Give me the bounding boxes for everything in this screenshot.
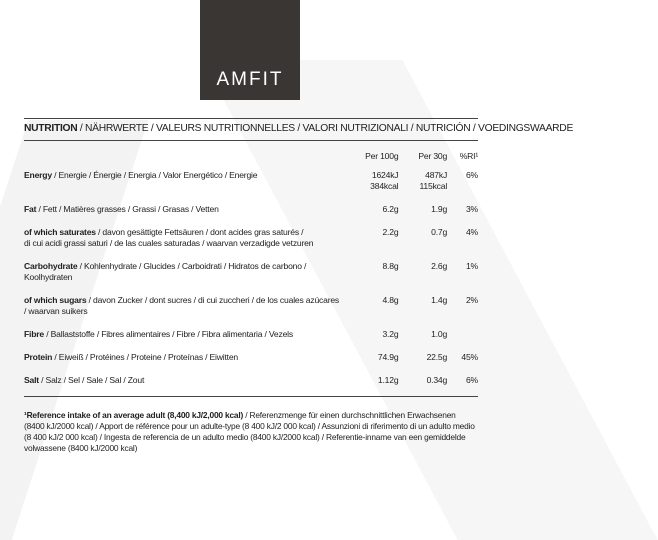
row-label: Salt / Salz / Sel / Sale / Sal / Zout — [24, 375, 145, 385]
header-per30: Per 30g — [418, 151, 448, 161]
row-per30: 0.7g — [431, 227, 448, 237]
table-row — [24, 249, 478, 283]
row-per100: 1624kJ 384kcal — [370, 170, 399, 191]
row-label: of which sugars / davon Zucker / dont sucres / di cui zuccheri / de los cuales azúcares / waarvan suikers — [24, 295, 340, 316]
row-label: Energy / Energie / Énergie / Energia / Valor Energético / Energie — [24, 170, 258, 180]
nutrition-table — [24, 141, 478, 386]
table-row — [24, 317, 478, 340]
table-row — [24, 363, 478, 386]
row-ri: 6% — [465, 375, 478, 385]
table-row — [24, 340, 478, 363]
row-label: Protein / Eiweiß / Protéines / Proteine / Proteínas / Eiwitten — [24, 352, 239, 362]
row-ri: 6% — [465, 170, 478, 180]
table-row — [24, 162, 478, 192]
header-blank — [24, 141, 341, 162]
row-ri: 4% — [465, 227, 478, 237]
row-per100: 3.2g — [382, 329, 399, 339]
table-row — [24, 192, 478, 215]
row-per100: 8.8g — [382, 261, 399, 271]
row-ri: 3% — [465, 204, 478, 214]
row-per30: 1.9g — [431, 204, 448, 214]
nutrition-heading — [24, 119, 574, 140]
row-ri: 45% — [461, 352, 478, 362]
row-ri: 1% — [465, 261, 478, 271]
nutrition-panel — [24, 118, 574, 454]
reference-intake-footnote — [24, 410, 478, 454]
brand-logo — [200, 0, 300, 100]
row-per30: 1.4g — [431, 295, 448, 305]
row-per30: 487kJ 115kcal — [419, 170, 448, 191]
footnote-bold: ¹Reference intake of an average adult (8,400 kJ/2,000 kcal) — [24, 410, 244, 420]
heading-rest: / NÄHRWERTE / VALEURS NUTRITIONNELLES / VALORI NUTRIZIONALI / NUTRICIÓN / VOEDINGSWAARDE — [77, 123, 574, 134]
row-ri: 2% — [465, 295, 478, 305]
footnote-rest: / Referenzmenge für einen durchschnittlichen Erwachsenen (8400 kJ/2000 kcal) / Apport de référence pour un adulte-type (8 400 kJ/2 000 kcal) / Assunzioni di riferimento di un adulto medio (8 400 kJ/2 000 kcal) / Ingesta de referencia de un adulto medio (8400 kJ/2000 kcal) / Referentie-inname van een gemiddelde volwassene (8400 kJ/2000 kcal) — [24, 410, 475, 453]
header-per100: Per 100g — [365, 151, 399, 161]
brand-logo-text: AMFIT — [216, 69, 284, 90]
header-ri: %RI¹ — [459, 151, 478, 161]
row-per100: 2.2g — [382, 227, 399, 237]
row-per30: 22.5g — [426, 352, 448, 362]
row-per100: 74.9g — [377, 352, 399, 362]
row-per30: 1.0g — [431, 329, 448, 339]
row-label: Fat / Fett / Matières grasses / Grassi / Grasas / Vetten — [24, 204, 219, 214]
row-ri — [447, 317, 478, 340]
row-label: of which saturates / davon gesättigte Fettsäuren / dont acides gras saturés / di cui acidi grassi saturi / de las cuales saturadas / waarvan verzadigde vetzuren — [24, 227, 314, 248]
row-label: Carbohydrate / Kohlenhydrate / Glucides / Carboidrati / Hidratos de carbono / Koolhydraten — [24, 261, 307, 282]
row-label: Fibre / Ballaststoffe / Fibres alimentaires / Fibre / Fibra alimentaria / Vezels — [24, 329, 293, 339]
table-bottom-divider — [24, 396, 478, 397]
row-per100: 6.2g — [382, 204, 399, 214]
table-row — [24, 215, 478, 249]
row-per100: 4.8g — [382, 295, 399, 305]
table-row — [24, 283, 478, 317]
row-per30: 2.6g — [431, 261, 448, 271]
heading-bold: NUTRITION — [24, 123, 78, 134]
row-per30: 0.34g — [426, 375, 448, 385]
row-per100: 1.12g — [377, 375, 399, 385]
table-header-row — [24, 141, 478, 162]
